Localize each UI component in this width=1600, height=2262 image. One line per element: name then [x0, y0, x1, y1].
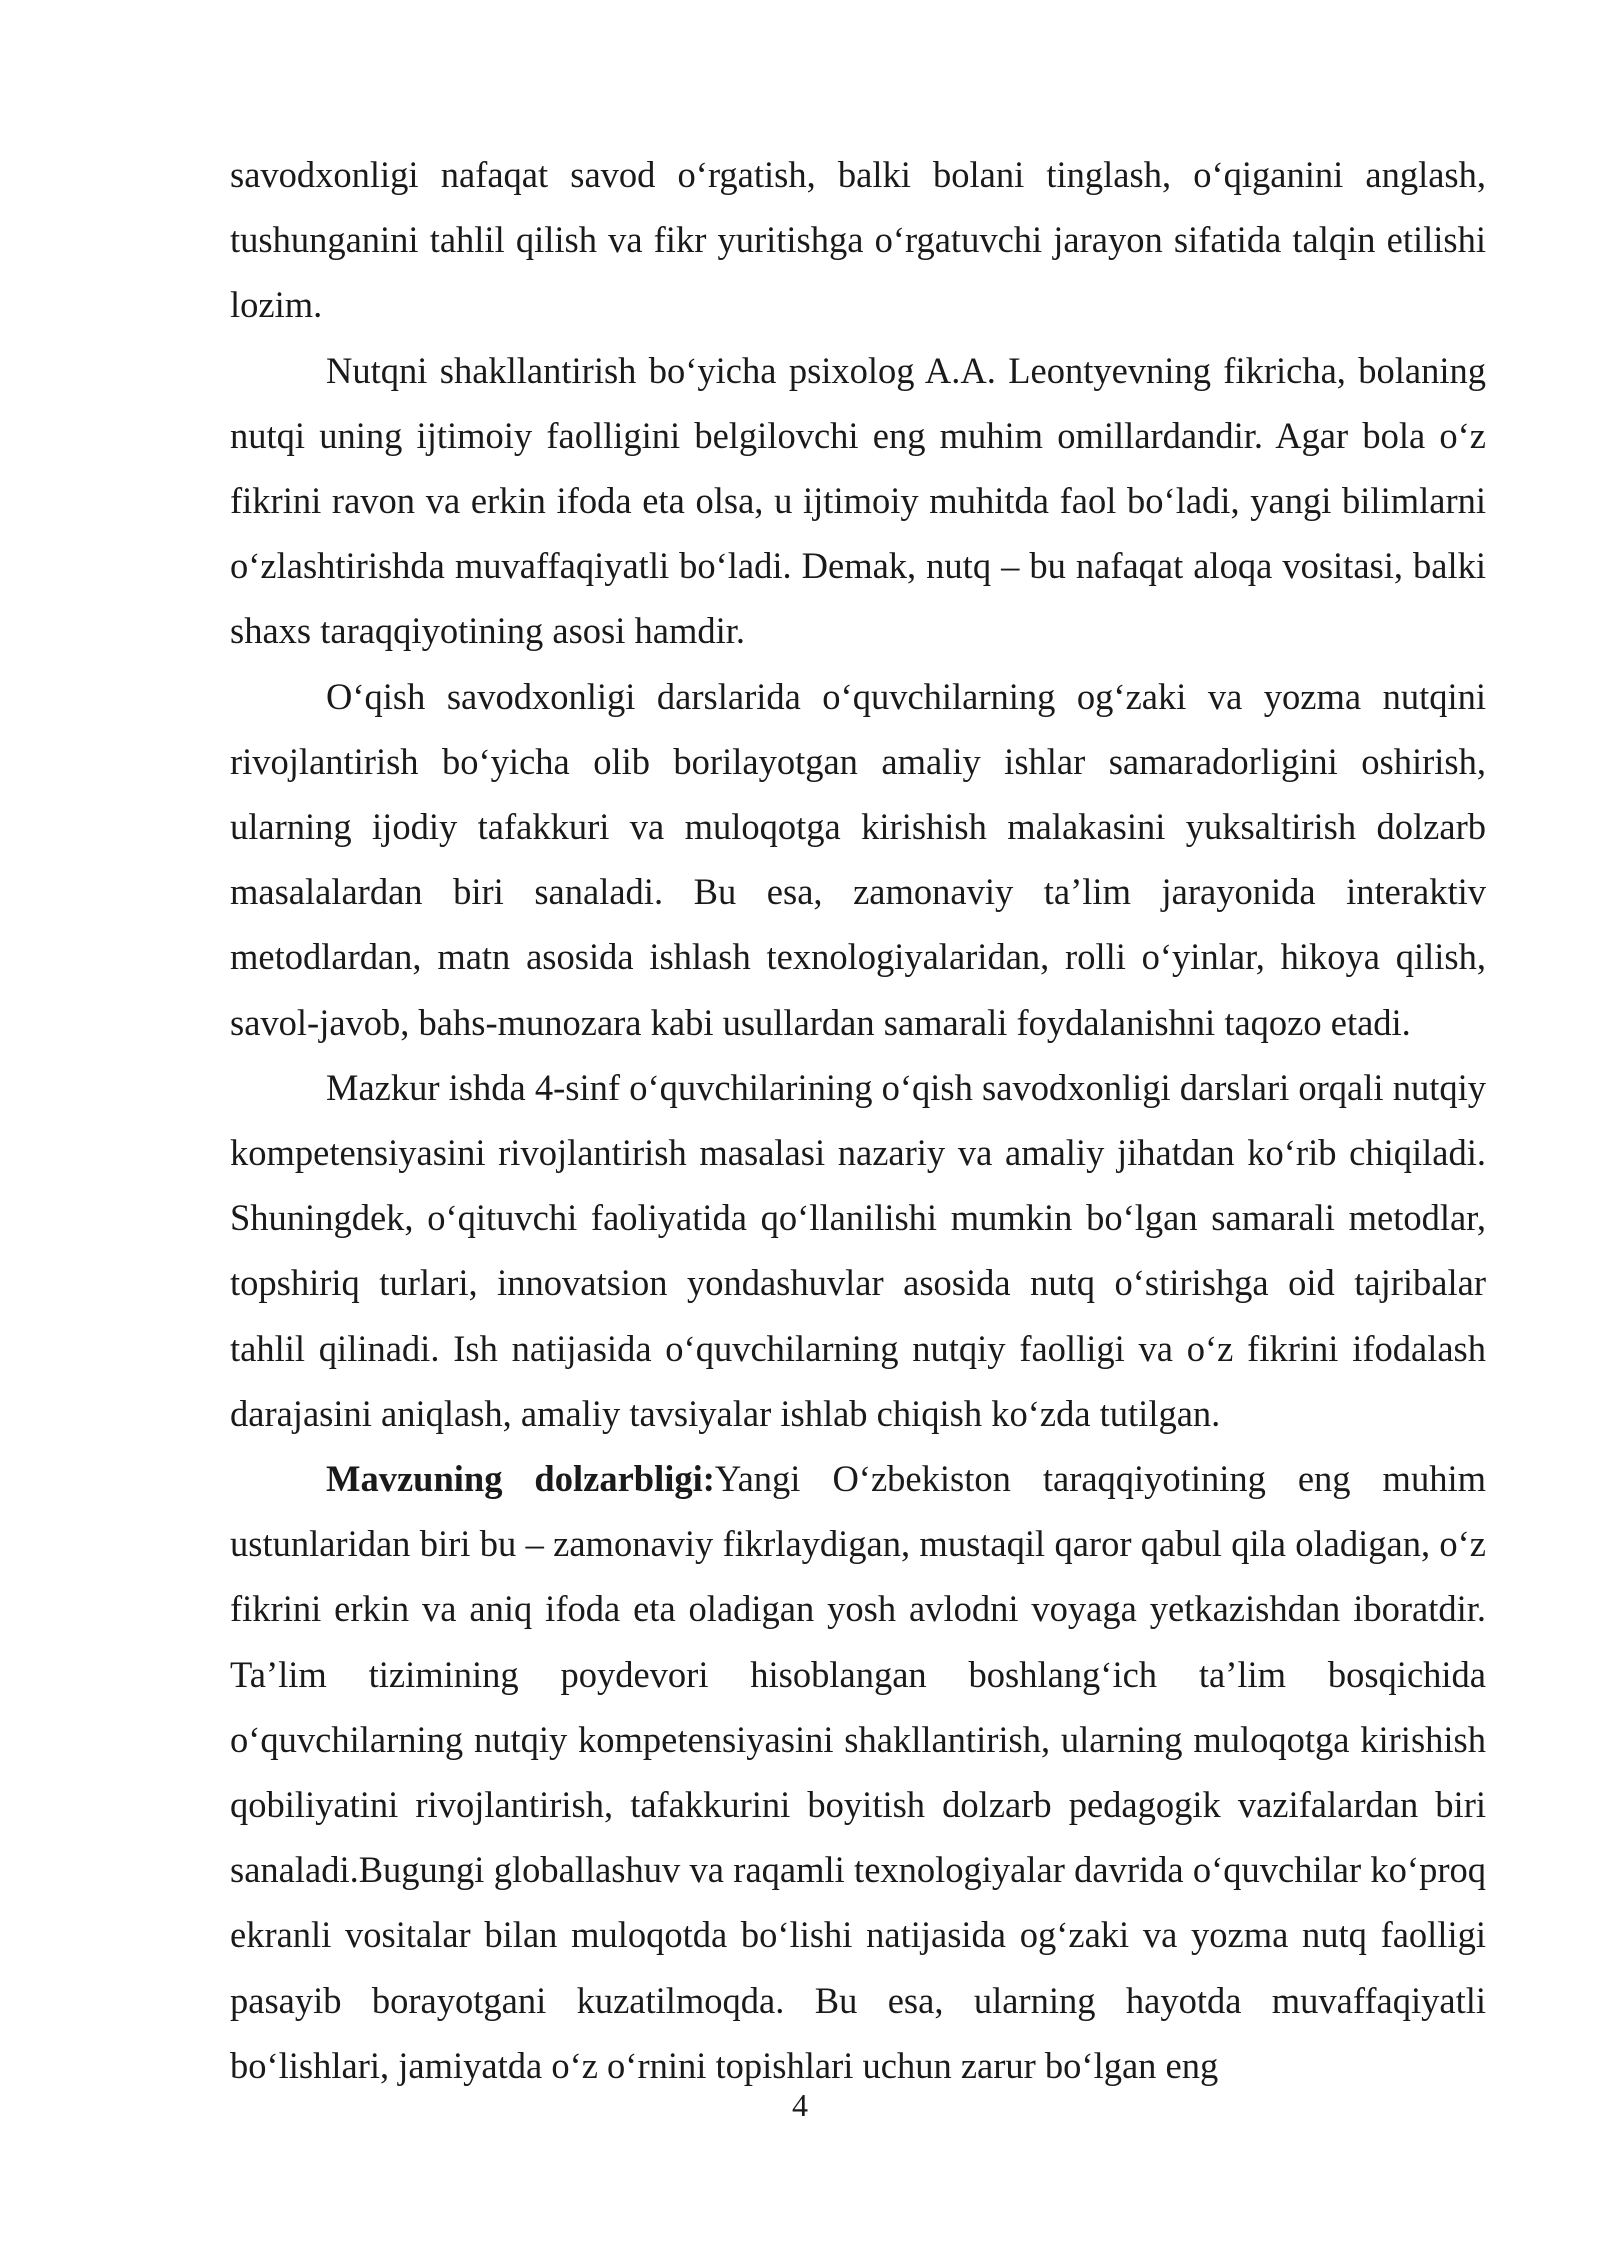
paragraph-text: Mazkur ishda 4-sinf o‘quvchilarining o‘qish savodxonligi darslari orqali nutqiy kompetensiyasini rivojlantirish masalasi nazariy va amaliy jihatdan ko‘rib chiqiladi. Shuningdek, o‘qituvchi faoliyatida qo‘llanilishi mumkin bo‘lgan samarali metodlar, topshiriq turlari, innovatsion yondashuvlar asosida nutq o‘stirishga oid tajribalar tahlil qilinadi. Ish natijasida o‘quvchilarning nutqiy faolligi va o‘z fikrini ifodalash darajasini aniqlash, amaliy tavsiyalar ishlab chiqish ko‘zda tutilgan.: [230, 1066, 1486, 1434]
paragraph-text: savodxonligi nafaqat savod o‘rgatish, balki bolani tinglash, o‘qiganini anglash, tushunganini tahlil qilish va fikr yuritishga o‘rgatuvchi jarayon sifatida talqin etilishi lozim.: [230, 154, 1486, 326]
paragraph-text: Nutqni shakllantirish bo‘yicha psixolog A.A. Leontyevning fikricha, bolaning nutqi uning ijtimoiy faolligini belgilovchi eng muhim omillardandir. Agar bola o‘z fikrini ravon va erkin ifoda eta olsa, u ijtimoiy muhitda faol bo‘ladi, yangi bilimlarni o‘zlashtirishda muvaffaqiyatli bo‘ladi. Demak, nutq – bu nafaqat aloqa vositasi, balki shaxs taraqqiyotining asosi hamdir.: [230, 349, 1486, 652]
paragraph-text: Yangi O‘zbekiston taraqqiyotining eng muhim ustunlaridan biri bu – zamonaviy fikrlaydigan, mustaqil qaror qabul qila oladigan, o‘z fikrini erkin va aniq ifoda eta oladigan yosh avlodni voyaga yetkazishdan iboratdir. Ta’lim tizimining poydevori hisoblangan boshlang‘ich ta’lim bosqichida o‘quvchilarning nutqiy kompetensiyasini shakllantirish, ularning muloqotga kirishish qobiliyatini rivojlantirish, tafakkurini boyitish dolzarb pedagogik vazifalardan biri sanaladi.Bugungi globallashuv va raqamli texnologiyalar davrida o‘quvchilar ko‘proq ekranli vositalar bilan muloqotda bo‘lishi natijasida og‘zaki va yozma nutq faolligi pasayib borayotgani kuzatilmoqda. Bu esa, ularning hayotda muvaffaqiyatli bo‘lishlari, jamiyatda o‘z o‘rnini topishlari uchun zarur bo‘lgan eng: [230, 1458, 1486, 2086]
paragraph-relevance: [230, 1446, 1486, 2098]
paragraph-reading-lessons: [230, 664, 1486, 1055]
body-text: [230, 142, 1486, 2098]
paragraph-continuation: [230, 142, 1486, 338]
section-heading-relevance: Mavzuning dolzarbligi:: [326, 1458, 715, 1500]
page-number: 4: [792, 2087, 808, 2123]
paragraph-leontyev: [230, 338, 1486, 664]
paragraph-this-work: [230, 1055, 1486, 1446]
paragraph-text: O‘qish savodxonligi darslarida o‘quvchilarning og‘zaki va yozma nutqini rivojlantirish bo‘yicha olib borilayotgan amaliy ishlar samaradorligini oshirish, ularning ijodiy tafakkuri va muloqotga kirishish malakasini yuksaltirish dolzarb masalalardan biri sanaladi. Bu esa, zamonaviy ta’lim jarayonida interaktiv metodlardan, matn asosida ishlash texnologiyalaridan, rolli o‘yinlar, hikoya qilish, savol-javob, bahs-munozara kabi usullardan samarali foydalanishni taqozo etadi.: [230, 675, 1486, 1043]
